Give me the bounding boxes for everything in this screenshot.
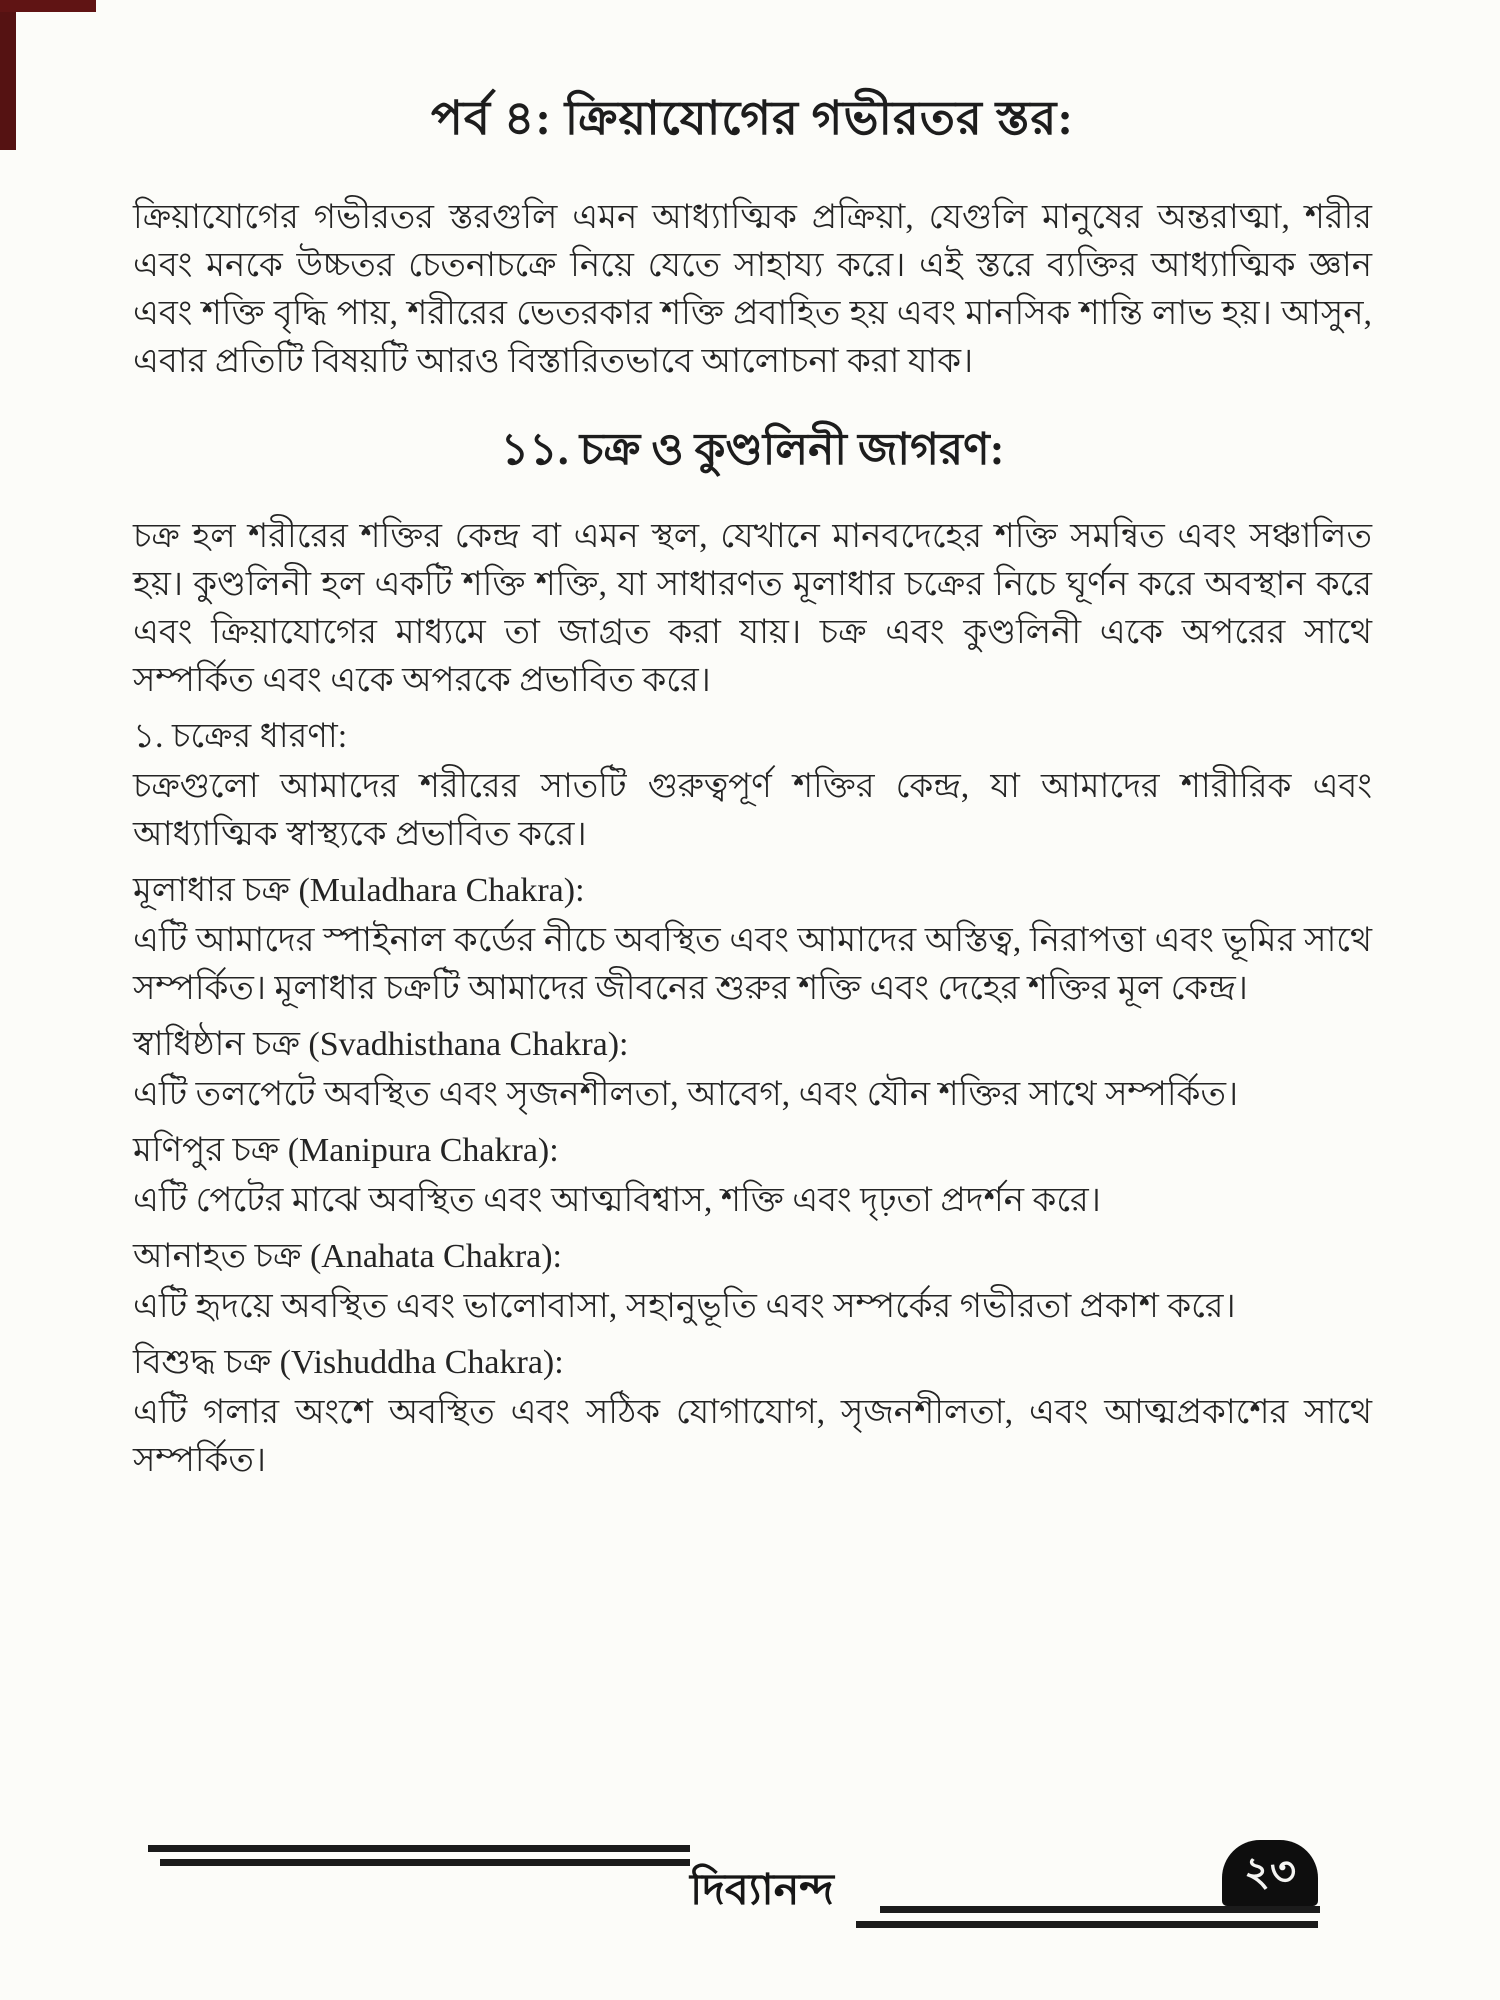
book-title: দিব্যানন্দ [690, 1867, 834, 1914]
page-number-badge [1222, 1840, 1318, 1906]
item-heading-vishuddha: বিশুদ্ধ চক্র (Vishuddha Chakra): [133, 1344, 564, 1381]
item-heading-anahata: আনাহত চক্র (Anahata Chakra): [133, 1238, 563, 1275]
item-heading-svadhisthana: স্বাধিষ্ঠান চক্র (Svadhisthana Chakra): [133, 1026, 629, 1063]
footer-rule-left-top [148, 1845, 690, 1852]
item-body-anahata: এটি হৃদয়ে অবস্থিত এবং ভালোবাসা, সহানুভূতি এবং সম্পর্কের গভীরতা প্রকাশ করে। [133, 1288, 1236, 1325]
item-heading-concept: ১. চক্রের ধারণা: [133, 718, 348, 755]
page-title: পর্ব ৪: ক্রিয়াযোগের গভীরতর স্তর: [431, 93, 1074, 145]
page-number: ২৩ [1243, 1848, 1296, 1894]
scan-artifact-top [0, 0, 96, 12]
item-body-concept: চক্রগুলো আমাদের শরীরের সাতটি গুরুত্বপূর্ণ শক্তির কেন্দ্র, যা আমাদের শারীরিক এবং আধ্যাত্মিক স্বাস্থ্যকে প্রভাবিত করে। [133, 768, 1372, 853]
footer-rule-right-top [880, 1906, 1320, 1913]
scan-artifact-left [0, 0, 16, 150]
item-body-vishuddha: এটি গলার অংশে অবস্থিত এবং সঠিক যোগাযোগ, সৃজনশীলতা, এবং আত্মপ্রকাশের সাথে সম্পর্কিত। [133, 1394, 1372, 1479]
item-heading-muladhara: মূলাধার চক্র (Muladhara Chakra): [133, 872, 585, 909]
footer-rule-right-bottom [856, 1921, 1318, 1928]
section-paragraph: চক্র হল শরীরের শক্তির কেন্দ্র বা এমন স্থল, যেখানে মানবদেহের শক্তি সমন্বিত এবং সঞ্চালিত হয়। কুণ্ডলিনী হল একটি শক্তি শক্তি, যা সাধারণত মূলাধার চক্রের নিচে ঘূর্ণন করে অবস্থান করে এবং ক্রিয়াযোগের মাধ্যমে তা জাগ্রত করা যায়। চক্র এবং কুণ্ডলিনী একে অপরের সাথে সম্পর্কিত এবং একে অপরকে প্রভাবিত করে। [133, 518, 1372, 699]
item-body-manipura: এটি পেটের মাঝে অবস্থিত এবং আত্মবিশ্বাস, শক্তি এবং দৃঢ়তা প্রদর্শন করে। [133, 1182, 1101, 1219]
item-body-svadhisthana: এটি তলপেটে অবস্থিত এবং সৃজনশীলতা, আবেগ, এবং যৌন শক্তির সাথে সম্পর্কিত। [133, 1076, 1239, 1113]
footer-rule-left-bottom [160, 1859, 690, 1866]
item-body-muladhara: এটি আমাদের স্পাইনাল কর্ডের নীচে অবস্থিত এবং আমাদের অস্তিত্ব, নিরাপত্তা এবং ভূমির সাথে সম্পর্কিত। মূলাধার চক্রটি আমাদের জীবনের শুরুর শক্তি এবং দেহের শক্তির মূল কেন্দ্র। [133, 922, 1372, 1007]
item-heading-manipura: মণিপুর চক্র (Manipura Chakra): [133, 1132, 559, 1169]
section-heading: ১১. চক্র ও কুণ্ডলিনী জাগরণ: [500, 425, 1005, 474]
intro-paragraph: ক্রিয়াযোগের গভীরতর স্তরগুলি এমন আধ্যাত্মিক প্রক্রিয়া, যেগুলি মানুষের অন্তরাত্মা, শরীর এবং মনকে উচ্চতর চেতনাচক্রে নিয়ে যেতে সাহায্য করে। এই স্তরে ব্যক্তির আধ্যাত্মিক জ্ঞান এবং শক্তি বৃদ্ধি পায়, শরীরের ভেতরকার শক্তি প্রবাহিত হয় এবং মানসিক শান্তি লাভ হয়। আসুন, এবার প্রতিটি বিষয়টি আরও বিস্তারিতভাবে আলোচনা করা যাক। [133, 199, 1372, 380]
